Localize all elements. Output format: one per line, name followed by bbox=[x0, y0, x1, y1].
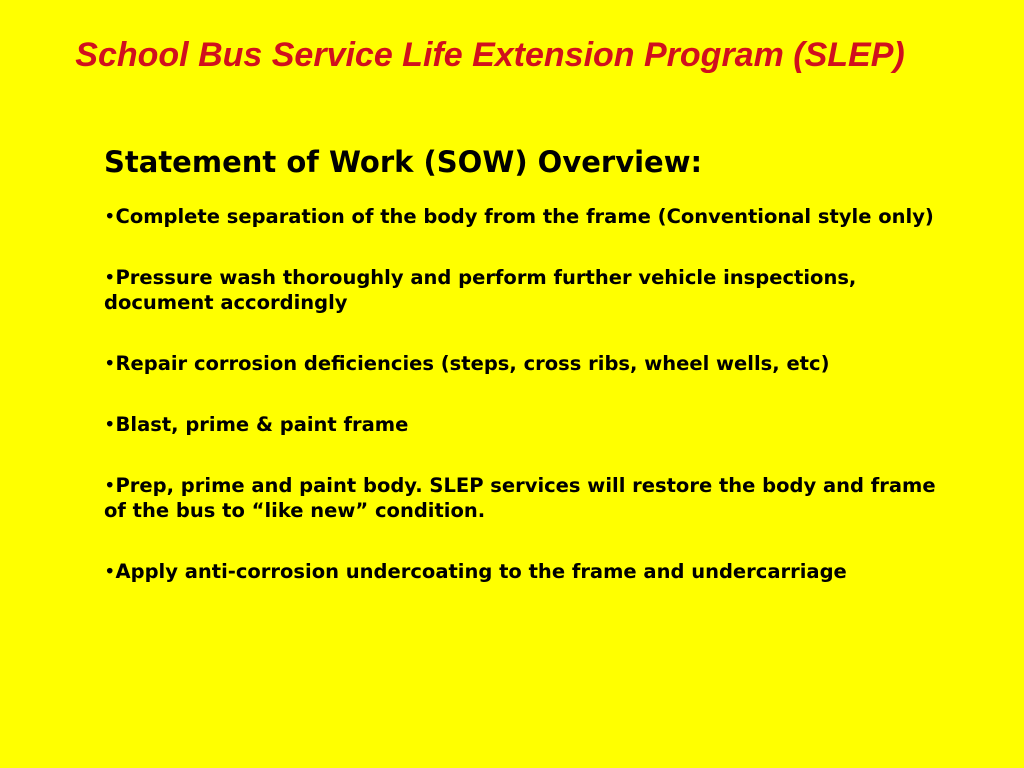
slide-subtitle: Statement of Work (SOW) Overview: bbox=[104, 145, 703, 179]
bullet-item bbox=[104, 473, 964, 523]
bullet-item bbox=[104, 412, 964, 437]
bullet-text: Pressure wash thoroughly and perform further vehicle inspections, document accordingly bbox=[104, 266, 857, 314]
bullet-list bbox=[104, 204, 964, 620]
bullet-dot-icon: • bbox=[104, 413, 116, 436]
bullet-text: Prep, prime and paint body. SLEP services will restore the body and frame of the bus to “like new” condition. bbox=[104, 474, 936, 522]
slide-title: School Bus Service Life Extension Program (SLEP) bbox=[75, 36, 905, 74]
bullet-text: Repair corrosion deficiencies (steps, cross ribs, wheel wells, etc) bbox=[115, 352, 830, 375]
bullet-dot-icon: • bbox=[104, 474, 116, 497]
bullet-dot-icon: • bbox=[104, 560, 116, 583]
bullet-item bbox=[104, 351, 964, 376]
bullet-text: Complete separation of the body from the frame (Conventional style only) bbox=[115, 205, 934, 228]
bullet-dot-icon: • bbox=[104, 352, 116, 375]
bullet-item bbox=[104, 559, 964, 584]
bullet-item bbox=[104, 265, 964, 315]
bullet-dot-icon: • bbox=[104, 266, 116, 289]
bullet-item bbox=[104, 204, 964, 229]
bullet-text: Blast, prime & paint frame bbox=[115, 413, 409, 436]
bullet-text: Apply anti-corrosion undercoating to the frame and undercarriage bbox=[115, 560, 847, 583]
bullet-dot-icon: • bbox=[104, 205, 116, 228]
